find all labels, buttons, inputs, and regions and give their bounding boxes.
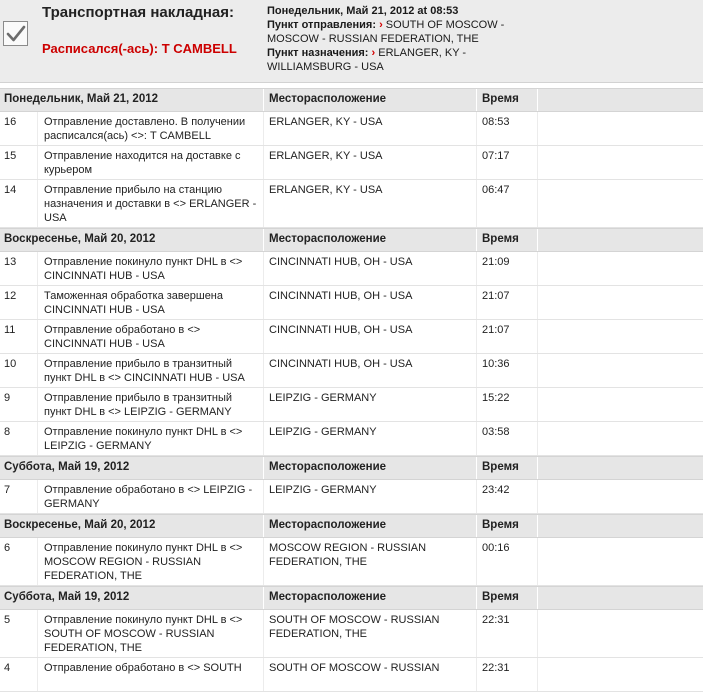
table-row [0,388,703,422]
event-location: CINCINNATI HUB, OH - USA [269,358,413,370]
arrow-icon: › [379,19,383,31]
event-location: CINCINNATI HUB, OH - USA [269,256,413,268]
event-time: 07:17 [482,150,510,162]
event-time: 15:22 [482,392,510,404]
event-number: 12 [4,290,17,302]
event-description: Отправление покинуло пункт DHL в <> MOSCOW REGION - RUSSIAN FEDERATION, THE [44,542,243,582]
day-date: Воскресенье, Май 20, 2012 [4,233,156,245]
waybill-title: Транспортная накладная: [42,4,234,21]
event-description: Отправление покинуло пункт DHL в <> CINCINNATI HUB - USA [44,256,243,282]
destination-label: Пункт назначения: [267,47,369,59]
event-description: Отправление покинуло пункт DHL в <> LEIPZIG - GERMANY [44,426,243,452]
event-location: CINCINNATI HUB, OH - USA [269,324,413,336]
event-number: 4 [4,662,11,674]
waybill-header [0,0,703,83]
shipment-summary [267,4,527,74]
day-date: Суббота, Май 19, 2012 [4,591,130,603]
event-description: Отправление обработано в <> CINCINNATI HUB - USA [44,324,201,350]
event-number: 15 [4,150,17,162]
day-header [0,514,703,538]
event-description: Таможенная обработка завершена CINCINNATI HUB - USA [44,290,224,316]
table-row [0,320,703,354]
day-header [0,456,703,480]
event-number: 9 [4,392,11,404]
table-row [0,658,703,692]
event-location: LEIPZIG - GERMANY [269,426,377,438]
table-row [0,286,703,320]
event-location: LEIPZIG - GERMANY [269,484,377,496]
event-time: 08:53 [482,116,510,128]
table-row [0,538,703,586]
event-time: 00:16 [482,542,510,554]
destination-value: ERLANGER, KY - WILLIAMSBURG - USA [267,47,467,73]
event-description: Отправление доставлено. В получении расписался(ась) <>: T CAMBELL [44,116,246,142]
table-row [0,422,703,456]
event-description: Отправление находится на доставке с курьером [44,150,241,176]
signed-by: Расписался(-ась): T CAMBELL [42,41,237,56]
event-location: LEIPZIG - GERMANY [269,392,377,404]
event-description: Отправление покинуло пункт DHL в <> SOUTH OF MOSCOW - RUSSIAN FEDERATION, THE [44,614,243,654]
column-location: Месторасположение [269,233,387,245]
delivered-check-icon [3,21,28,46]
event-time: 21:07 [482,324,510,336]
table-row [0,610,703,658]
table-row [0,146,703,180]
column-time: Время [482,591,519,603]
event-time: 21:07 [482,290,510,302]
origin-value: SOUTH OF MOSCOW - MOSCOW - RUSSIAN FEDERATION, THE [267,19,505,45]
event-description: Отправление обработано в <> LEIPZIG - GERMANY [44,484,253,510]
arrow-icon: › [371,47,376,59]
event-number: 7 [4,484,11,496]
event-number: 5 [4,614,11,626]
event-location: SOUTH OF MOSCOW - RUSSIAN [269,662,440,674]
day-header [0,228,703,252]
day-date: Суббота, Май 19, 2012 [4,461,130,473]
event-time: 22:31 [482,662,510,674]
column-location: Месторасположение [269,461,387,473]
event-time: 03:58 [482,426,510,438]
event-number: 16 [4,116,17,128]
event-description: Отправление обработано в <> SOUTH [44,662,242,674]
table-row [0,112,703,146]
event-location: MOSCOW REGION - RUSSIAN FEDERATION, THE [269,542,427,568]
event-description: Отправление прибыло в транзитный пункт DHL в <> LEIPZIG - GERMANY [44,392,233,418]
event-description: Отправление прибыло на станцию назначения и доставки в <> ERLANGER - USA [44,184,257,224]
event-location: SOUTH OF MOSCOW - RUSSIAN FEDERATION, THE [269,614,440,640]
column-time: Время [482,233,519,245]
column-location: Месторасположение [269,591,387,603]
table-row [0,252,703,286]
column-time: Время [482,519,519,531]
day-header [0,586,703,610]
day-date: Понедельник, Май 21, 2012 [4,93,159,105]
origin-label: Пункт отправления: [267,19,376,31]
table-row [0,354,703,388]
column-location: Месторасположение [269,93,387,105]
event-time: 06:47 [482,184,510,196]
table-row [0,480,703,514]
table-row [0,180,703,228]
day-date: Воскресенье, Май 20, 2012 [4,519,156,531]
event-time: 10:36 [482,358,510,370]
tracking-table [0,88,703,692]
event-time: 23:42 [482,484,510,496]
day-header [0,88,703,112]
delivery-datetime: Понедельник, Май 21, 2012 at 08:53 [267,5,459,17]
event-number: 13 [4,256,17,268]
event-number: 14 [4,184,17,196]
event-number: 10 [4,358,17,370]
event-location: ERLANGER, KY - USA [269,116,383,128]
event-description: Отправление прибыло в транзитный пункт DHL в <> CINCINNATI HUB - USA [44,358,245,384]
event-time: 22:31 [482,614,510,626]
event-number: 11 [4,324,16,336]
event-location: ERLANGER, KY - USA [269,150,383,162]
event-number: 8 [4,426,11,438]
event-location: ERLANGER, KY - USA [269,184,383,196]
event-time: 21:09 [482,256,510,268]
column-time: Время [482,461,519,473]
event-number: 6 [4,542,11,554]
column-time: Время [482,93,519,105]
column-location: Месторасположение [269,519,387,531]
event-location: CINCINNATI HUB, OH - USA [269,290,413,302]
